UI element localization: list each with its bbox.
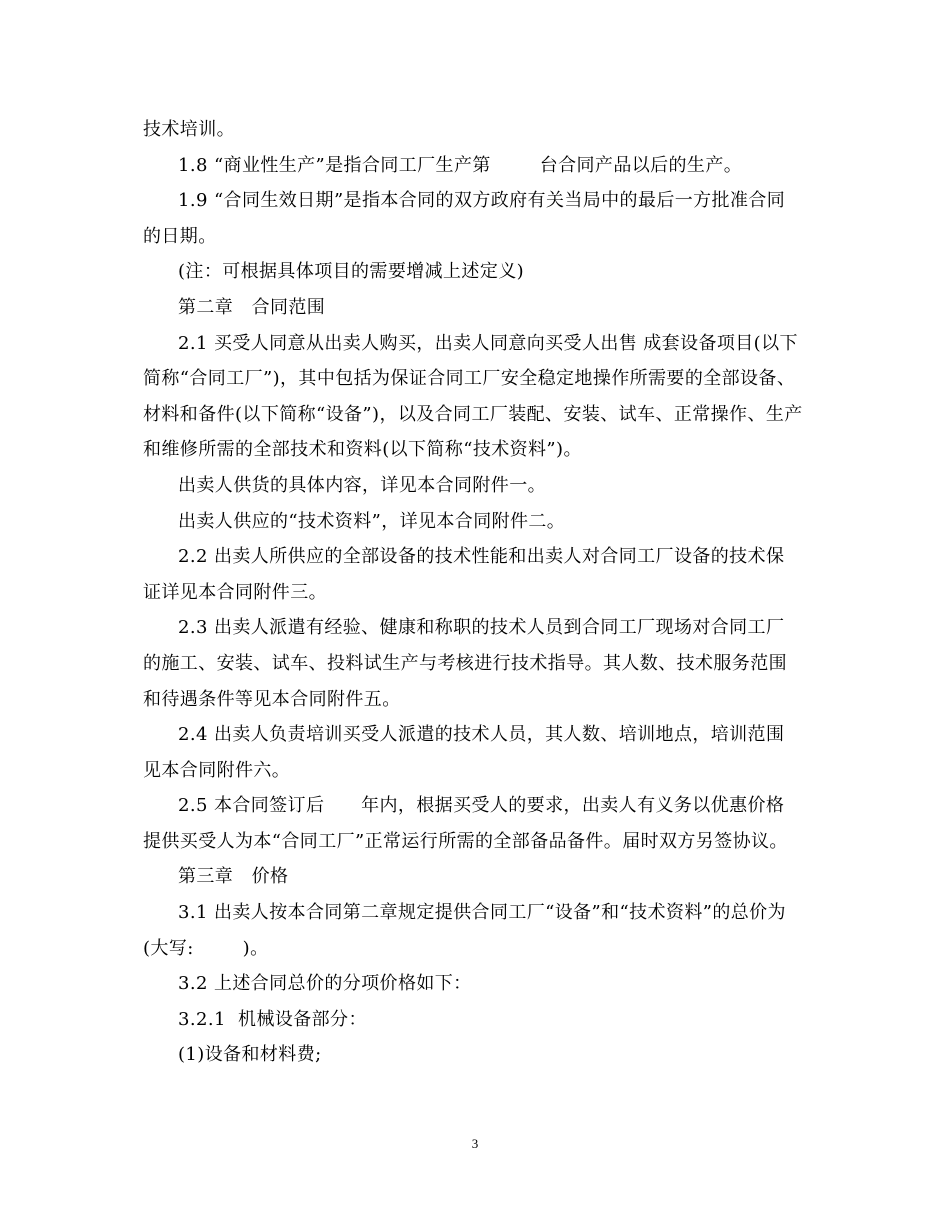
text-line: 见本合同附件六。 [143, 759, 291, 781]
text-line: 出卖人供货的具体内容，详见本合同附件一。 [178, 474, 546, 496]
text-line: 技术培训。 [143, 119, 235, 140]
text-line: 2.4 出卖人负责培训买受人派遣的技术人员，其人数、培训地点，培训范围 [178, 724, 785, 746]
text-line: 和维修所需的全部技术和资料(以下简称“技术资料”)。 [143, 439, 582, 461]
text-line: 2.2 出卖人所供应的全部设备的技术性能和出卖人对合同工厂设备的技术保 [178, 546, 785, 568]
text-line: 简称“合同工厂”)，其中包括为保证合同工厂安全稳定地操作所需要的全部设备、 [143, 368, 796, 390]
text-line: 1.8 “商业性生产”是指合同工厂生产第 台合同产品以后的生产。 [178, 154, 743, 176]
text-line: 1.9 “合同生效日期”是指本合同的双方政府有关当局中的最后一方批准合同 [178, 190, 786, 212]
text-line: (1)设备和材料费; [178, 1044, 322, 1066]
text-line: 3.1 出卖人按本合同第二章规定提供合同工厂“设备”和“技术资料”的总价为 [178, 902, 786, 924]
text-line: (大写: )。 [143, 937, 269, 959]
text-line: 2.5 本合同签订后 年内，根据买受人的要求，出卖人有义务以优惠价格 [178, 795, 785, 817]
text-line: 出卖人供应的“技术资料”，详见本合同附件二。 [178, 510, 566, 532]
text-line: 提供买受人为本“合同工厂”正常运行所需的全部备品备件。届时双方另签协议。 [143, 830, 788, 852]
chapter-heading: 第二章 合同范围 [178, 296, 326, 318]
text-line: 证详见本合同附件三。 [143, 581, 327, 603]
page-number: 3 [471, 1136, 479, 1151]
text-line: 的日期。 [143, 225, 217, 247]
text-line: 2.3 出卖人派遣有经验、健康和称职的技术人员到合同工厂现场对合同工厂 [178, 617, 785, 639]
text-line: 3.2.1 机械设备部分： [178, 1008, 367, 1030]
document-body [143, 112, 813, 1073]
text-line: (注：可根据具体项目的需要增减上述定义) [178, 261, 525, 283]
text-line: 的施工、安装、试车、投料试生产与考核进行技术指导。其人数、技术服务范围 [143, 652, 787, 674]
text-line: 和待遇条件等见本合同附件五。 [143, 688, 401, 710]
text-line: 2.1 买受人同意从出卖人购买，出卖人同意向买受人出售 成套设备项目(以下 [178, 332, 798, 354]
text-line: 材料和备件(以下简称“设备”)，以及合同工厂装配、安装、试车、正常操作、生产 [143, 403, 803, 425]
text-line: 3.2 上述合同总价的分项价格如下： [178, 973, 472, 995]
chapter-heading: 第三章 价格 [178, 866, 289, 888]
